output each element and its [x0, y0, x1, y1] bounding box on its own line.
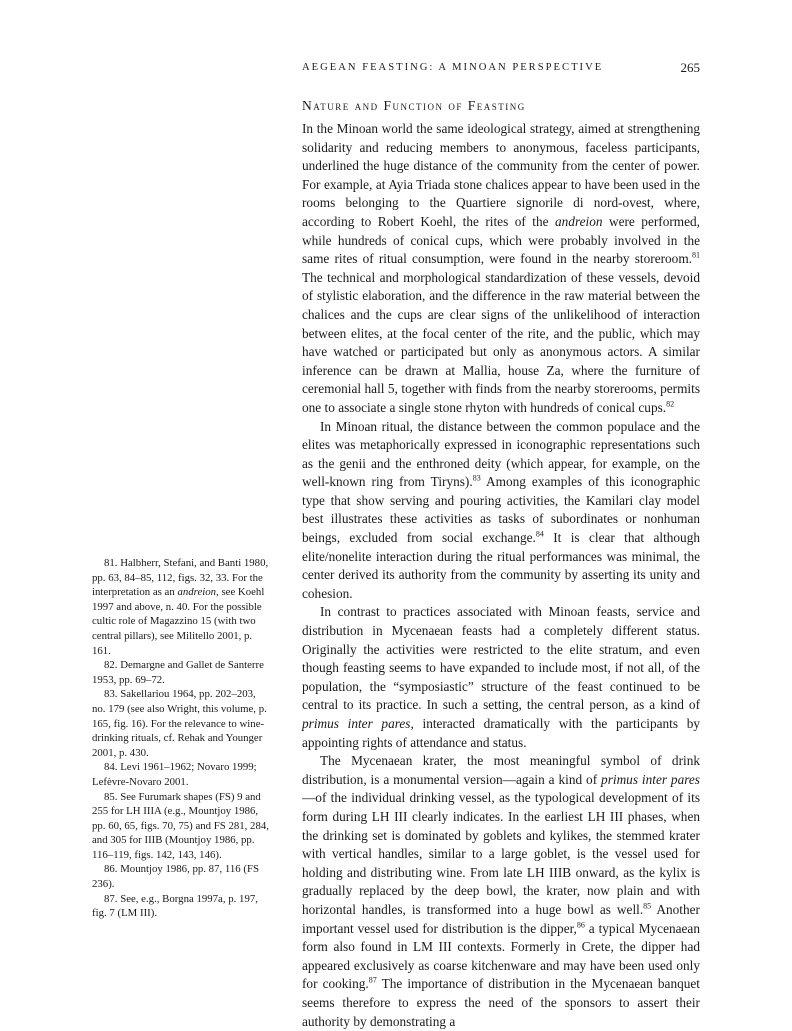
footnote-83: 83. Sakellariou 1964, pp. 202–203, no. 179 (see also Wright, this volume, p. 165, fig. 16). For the relevance to wine-drinking rituals, cf. Rehak and Younger 2001, p. 430. — [92, 688, 267, 759]
footnote-ref[interactable]: 87 — [368, 975, 377, 985]
text-run: —of the individual drinking vessel, as the typological development of its form during LH III clearly indicates. In the earliest LH III phases, when the drinking set is dominated by goblets and kylikes, the stemmed krater with vertical handles, similar to a large goblet, is the vessel used for holding and distributing wine. From late LH IIIB onward, as the kylix is gradually replaced by the deep bowl, the krater, now plain and with horizontal handles, is transformed into a huge bowl as well. — [302, 790, 700, 917]
running-head — [302, 62, 700, 78]
text-run: The technical and morphological standardization of these vessels, devoid of stylistic elaboration, and the difference in the raw material between the chalices and the cups are clear signs of the unlikelihood of interaction between elites, at the focal center of the rite, and the public, which may have watched or participated but only as anonymous actors. A similar inference can be drawn at Mallia, house Za, where the furniture of ceremonial hall 5, together with finds from the nearby storerooms, permits one to associate a single stone rhyton with hundreds of conical cups. — [302, 269, 700, 415]
paragraph-2 — [302, 418, 700, 604]
footnote-ref[interactable]: 83 — [472, 473, 481, 483]
text-run: were performed, while hundreds of conical cups, which were probably involved in the same rites of ritual consumption, were found in the nearby storeroom. — [302, 213, 701, 267]
text-run: interacted dramatically with the participants by appointing rights of attendance and status. — [302, 716, 700, 750]
footnote-86: 86. Mountjoy 1986, pp. 87, 116 (FS 236). — [92, 863, 259, 891]
italic-term: andreion — [555, 213, 603, 229]
running-title: AEGEAN FEASTING: A MINOAN PERSPECTIVE — [302, 62, 604, 73]
text-run: In the Minoan world the same ideological strategy, aimed at strengthening solidarity and reducing members to anonymous, faceless participants, underlined the huge distance of the community from the center of power. For example, at Ayia Triada stone chalices appear to have been used in the rooms belonging to the Quartiere signorile di nord-ovest, where, according to Robert Koehl, the rites of the — [302, 121, 700, 229]
page-number: 265 — [680, 60, 700, 75]
italic-term: andreion, — [177, 586, 219, 599]
italic-term: primus inter pares, — [302, 716, 414, 731]
italic-term: primus inter pares — [601, 771, 700, 787]
footnotes — [92, 556, 270, 921]
text-run: see Koehl 1997 and above, n. 40. For the possible cultic role of Magazzino 15 (with two central pillars), see Militello 2001, p. 161. — [92, 586, 265, 657]
footnote-ref[interactable]: 84 — [535, 529, 544, 539]
text-run: 81. Halbherr, Stefani, and Banti 1980, pp. 63, 84–85, 112, figs. 32, 33. For the interpretation as an — [92, 557, 269, 599]
text-run: The importance of distribution in the Mycenaean banquet seems therefore to express the need of the sponsors to assert their authority by demonstrating a — [302, 976, 700, 1029]
footnote-ref[interactable]: 82 — [666, 399, 675, 409]
paragraph-1 — [302, 120, 700, 418]
text-run: Another important vessel used for distribution is the dipper, — [302, 901, 700, 936]
paragraph-4 — [302, 752, 700, 1031]
paragraph-3 — [302, 603, 700, 752]
main-text — [302, 120, 700, 1031]
footnote-85: 85. See Furumark shapes (FS) 9 and 255 for LH IIIA (e.g., Mountjoy 1986, pp. 60, 65, figs. 70, 75) and FS 281, 284, and 305 for IIIB (Mountjoy 1986, pp. 116–119, figs. 142, 143, 146). — [92, 790, 269, 861]
footnote-87: 87. See, e.g., Borgna 1997a, p. 197, fig. 7 (LM III). — [92, 892, 258, 920]
footnote-ref[interactable]: 81 — [692, 250, 700, 260]
section-heading: Nature and Function of Feasting — [302, 98, 526, 113]
footnote-81 — [92, 556, 270, 658]
footnote-ref[interactable]: 86 — [576, 920, 585, 930]
text-run: Among examples of this iconographic type that show serving and pouring activities, the Kamilari clay model best illustrates these activities as tasks of subordinates or nonhuman beings, excluded from social exchange. — [302, 474, 700, 546]
footnote-82: 82. Demargne and Gallet de Santerre 1953, pp. 69–72. — [92, 659, 264, 686]
footnote-84: 84. Levi 1961–1962; Novaro 1999; Lefèvre-Novaro 2001. — [92, 761, 257, 788]
footnote-ref[interactable]: 85 — [643, 901, 652, 911]
text-run: It is clear that although elite/nonelite interaction during the ritual performances was minimal, the center derived its authority from the community by asserting its unity and cohesion. — [302, 530, 701, 601]
text-run: The Mycenaean krater, the most meaningful symbol of drink distribution, is a monumental version—again a kind of — [302, 753, 700, 787]
text-run: In contrast to practices associated with Minoan feasts, service and distribution in Mycenaean feasts had a completely different status. Originally the activities were restricted to the elite stratum, and even though feasting seems to have expanded to include most, if not all, of the population, the “symposiastic” structure of the feast continued to be central to its practice. In such a setting, the central person, as a kind of — [302, 604, 700, 713]
text-run: In Minoan ritual, the distance between the common populace and the elites was metaphorically expressed in iconographic representations such as the genii and the enthroned deity (which appear, for example, on the well-known ring from Tiryns). — [302, 418, 700, 490]
text-run: a typical Mycenaean form also found in LM III contexts. Formerly in Crete, the dipper had appeared exclusively as coarse kitchenware and may have been used only for cooking. — [302, 920, 700, 992]
